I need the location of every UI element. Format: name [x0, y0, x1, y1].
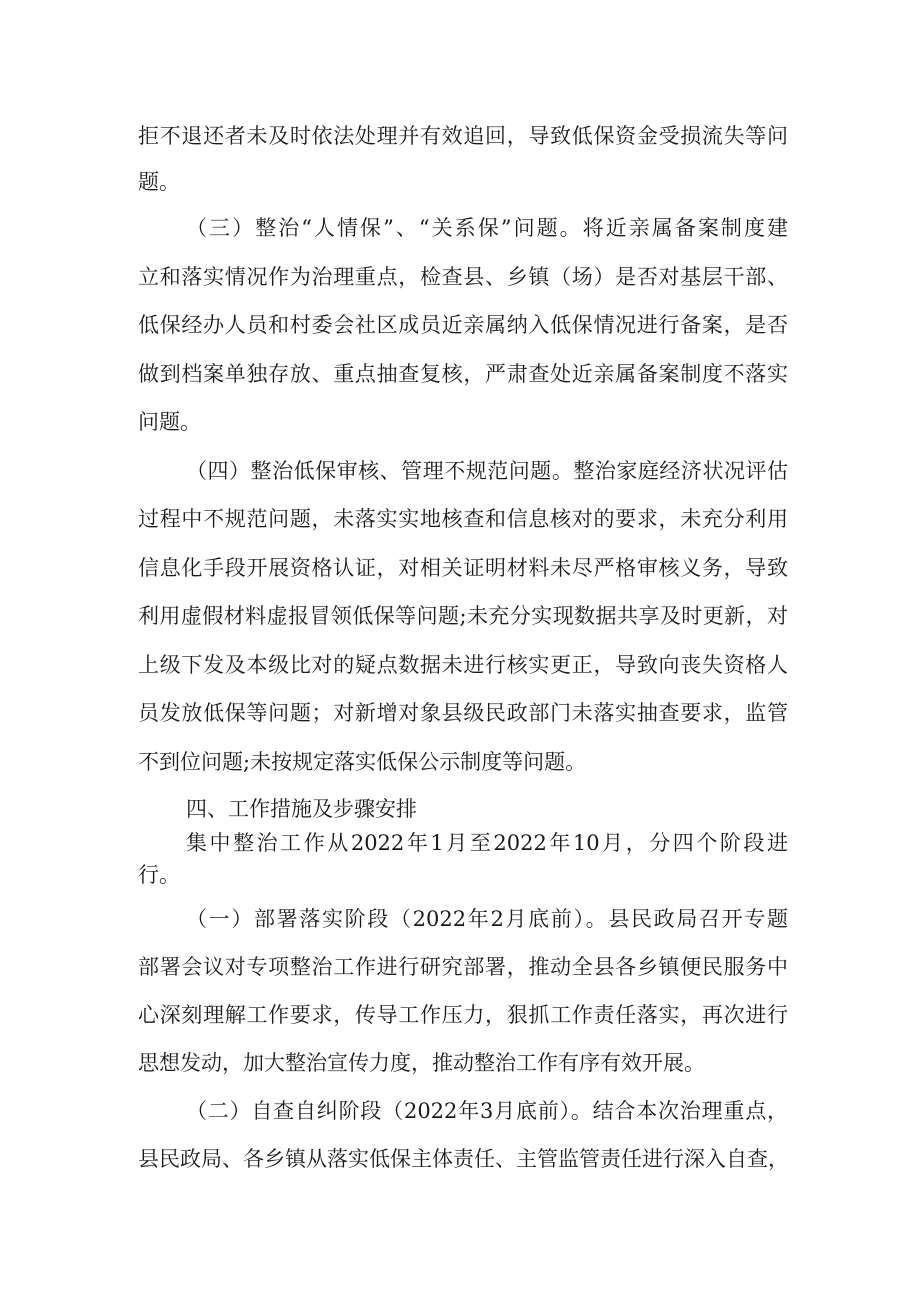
- text-line: 信息化手段开展资格认证，对相关证明材料未尽严格审核义务，导致: [138, 556, 788, 580]
- text-line: 利用虚假材料虚报冒领低保等问题;未充分实现数据共享及时更新，对: [138, 604, 788, 628]
- text-line: 不到位问题;未按规定落实低保公示制度等问题。: [138, 750, 587, 774]
- text-line: 行。: [138, 863, 180, 887]
- text-line: 过程中不规范问题，未落实实地核查和信息核对的要求，未充分利用: [138, 507, 788, 531]
- text-line: 问题。: [138, 410, 201, 434]
- text-line: 县民政局、各乡镇从落实低保主体责任、主管监管责任进行深入自查，: [138, 1147, 789, 1171]
- text-line: 立和落实情况作为治理重点，检查县、乡镇（场）是否对基层干部、: [138, 265, 788, 289]
- text-line: 做到档案单独存放、重点抽查复核，严肃查处近亲属备案制度不落实: [138, 362, 788, 386]
- text-line: 心深刻理解工作要求，传导工作压力，狠抓工作责任落实，再次进行: [138, 1003, 788, 1027]
- text-line: 集中整治工作从2022年1月至2022年10月，分四个阶段进: [186, 831, 788, 855]
- chapter-4-heading: 四、工作措施及步骤安排: [186, 797, 417, 821]
- stage-1-heading-line: （一）部署落实阶段（2022年2月底前）。县民政局召开专题: [186, 907, 788, 931]
- stage-2-heading-line: （二）自查自纠阶段（2022年3月底前）。结合本次治理重点，: [186, 1099, 788, 1123]
- text-line: 部署会议对专项整治工作进行研究部署，推动全县各乡镇便民服务中: [138, 955, 788, 979]
- section-4-heading-line: （四）整治低保审核、管理不规范问题。整治家庭经济状况评估: [186, 459, 788, 483]
- text-line: 员发放低保等问题；对新增对象县级民政部门未落实抽查要求，监管: [138, 701, 788, 725]
- text-line: 拒不退还者未及时依法处理并有效追回，导致低保资金受损流失等问: [138, 124, 788, 148]
- text-line: 思想发动，加大整治宣传力度，推动整治工作有序有效开展。: [138, 1051, 705, 1075]
- text-line: 低保经办人员和村委会社区成员近亲属纳入低保情况进行备案，是否: [138, 313, 788, 337]
- section-3-heading-line: （三）整治“人情保”、“关系保”问题。将近亲属备案制度建: [186, 216, 788, 240]
- text-line: 题。: [138, 170, 180, 194]
- text-line: 上级下发及本级比对的疑点数据未进行核实更正，导致向丧失资格人: [138, 653, 788, 677]
